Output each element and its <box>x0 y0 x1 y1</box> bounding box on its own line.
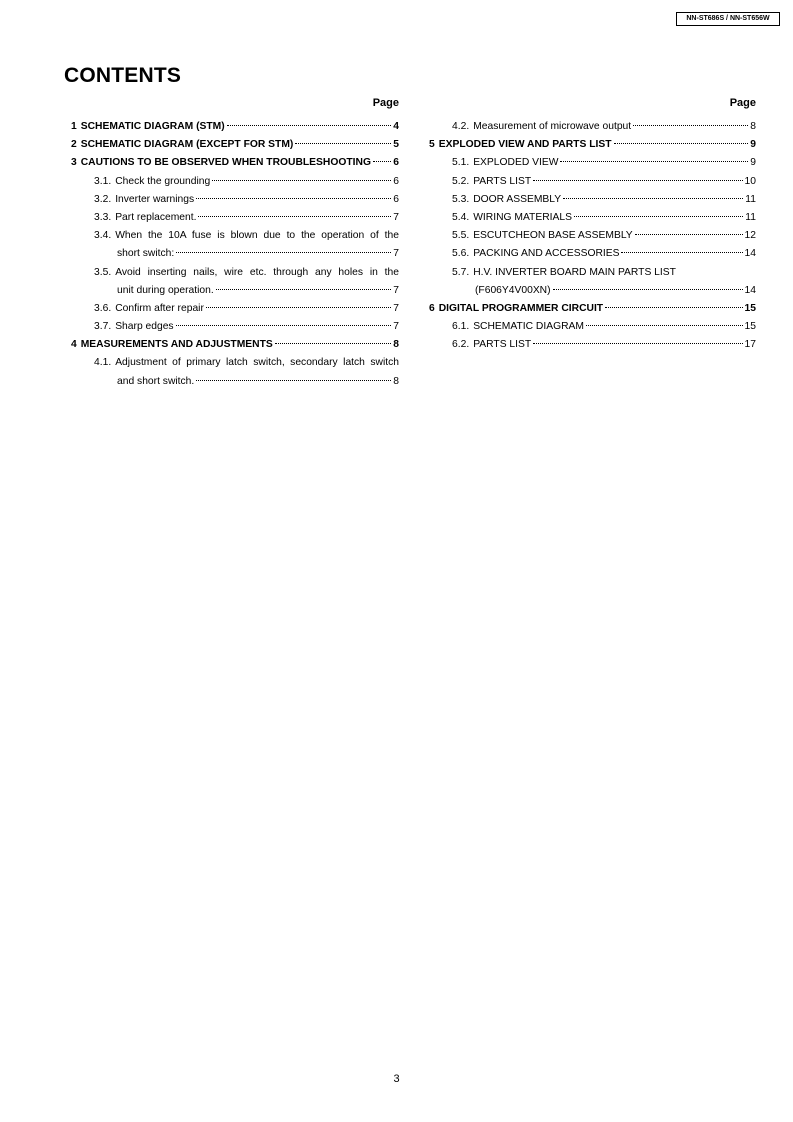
toc-entry-number: 5.1. <box>452 157 470 169</box>
toc-entry-4-2[interactable] <box>429 118 756 136</box>
toc-entry-page: 4 <box>393 121 399 132</box>
toc-entry-number: 5.7. <box>452 266 470 278</box>
toc-entry-page: 6 <box>393 175 399 187</box>
dot-leader <box>633 125 748 126</box>
toc-entry-number: 5.3. <box>452 193 470 205</box>
toc-entry-page: 6 <box>393 193 399 205</box>
toc-entry-page: 11 <box>745 193 756 205</box>
toc-entry-text: EXPLODED VIEW <box>473 157 559 169</box>
toc-entry-text: MEASUREMENTS AND ADJUSTMENTS <box>80 339 273 351</box>
toc-entry-page: 7 <box>393 302 399 314</box>
dot-leader <box>275 343 392 344</box>
toc-entry-text: When the 10A fuse is blown due to the operation of the <box>115 230 399 242</box>
toc-entry-number: 3.6. <box>94 302 112 314</box>
toc-entry-page: 7 <box>393 321 399 333</box>
toc-entry-number: 4.2. <box>452 121 470 132</box>
toc-entry-text-continued: unit during operation. <box>117 284 214 296</box>
toc-entry-page: 7 <box>393 211 399 223</box>
dot-leader <box>586 325 743 326</box>
toc-entry-5-2[interactable] <box>429 173 756 191</box>
dot-leader <box>295 143 391 144</box>
dot-leader <box>216 289 392 290</box>
toc-entry-5-7[interactable] <box>429 264 756 300</box>
toc-entry-text: Adjustment of primary latch switch, secondary latch switch <box>115 357 399 369</box>
toc-entry-number: 6 <box>429 302 435 314</box>
dot-leader <box>212 180 391 181</box>
toc-entry-number: 3.5. <box>94 266 112 278</box>
toc-entry-number: 5.2. <box>452 175 470 187</box>
toc-entry-3-2[interactable] <box>71 191 399 209</box>
toc-entry-number: 6.2. <box>452 339 470 351</box>
toc-entry-5-4[interactable] <box>429 209 756 227</box>
toc-entry-page: 5 <box>393 139 399 151</box>
toc-entry-page: 15 <box>744 302 756 314</box>
toc-entry-number: 3 <box>71 157 77 169</box>
page-column-header: Page <box>372 97 399 109</box>
toc-entry-text: PACKING AND ACCESSORIES <box>473 248 620 260</box>
toc-entry-text: PARTS LIST <box>473 175 532 187</box>
toc-entry-5-3[interactable] <box>429 191 756 209</box>
toc-entry-text: Part replacement. <box>115 211 197 223</box>
toc-entry-text: Avoid inserting nails, wire etc. through any holes in the <box>115 266 399 278</box>
toc-entry-page: 11 <box>745 211 756 223</box>
toc-entry-text: ESCUTCHEON BASE ASSEMBLY <box>473 230 633 242</box>
toc-entry-number: 5.5. <box>452 230 470 242</box>
dot-leader <box>614 143 749 144</box>
model-number-box: NN-ST686S / NN-ST656W <box>676 12 780 26</box>
toc-entry-text: Sharp edges <box>115 321 174 333</box>
toc-entry-text: H.V. INVERTER BOARD MAIN PARTS LIST <box>473 266 676 278</box>
toc-entry-4[interactable] <box>71 336 399 354</box>
toc-entry-number: 3.4. <box>94 230 112 242</box>
toc-entry-text: SCHEMATIC DIAGRAM (EXCEPT FOR STM) <box>80 139 294 151</box>
dot-leader <box>533 180 742 181</box>
toc-entry-number: 5 <box>429 139 435 151</box>
toc-entry-text: CAUTIONS TO BE OBSERVED WHEN TROUBLESHOOTING <box>80 157 371 169</box>
toc-entry-4-1[interactable] <box>71 354 399 390</box>
toc-entry-page: 10 <box>744 175 756 187</box>
toc-entry-text: WIRING MATERIALS <box>473 211 572 223</box>
toc-entry-page: 8 <box>393 339 399 351</box>
toc-entry-page: 8 <box>750 121 756 132</box>
toc-entry-text: Confirm after repair <box>115 302 204 314</box>
toc-entry-6-1[interactable] <box>429 318 756 336</box>
toc-entry-page: 17 <box>744 339 756 351</box>
dot-leader <box>198 216 391 217</box>
toc-entry-number: 3.7. <box>94 321 112 333</box>
toc-entry-number: 3.2. <box>94 193 112 205</box>
dot-leader <box>574 216 743 217</box>
toc-entry-text: SCHEMATIC DIAGRAM (STM) <box>80 121 225 132</box>
toc-entry-number: 3.1. <box>94 175 112 187</box>
toc-entry-number: 6.1. <box>452 321 470 333</box>
toc-entry-1[interactable] <box>71 118 399 136</box>
toc-entry-page: 9 <box>750 139 756 151</box>
toc-entry-page: 6 <box>393 157 399 169</box>
toc-entry-number: 4 <box>71 339 77 351</box>
toc-entry-3-3[interactable] <box>71 209 399 227</box>
toc-entry-3[interactable] <box>71 154 399 172</box>
toc-entry-number: 2 <box>71 139 77 151</box>
dot-leader <box>373 161 391 162</box>
toc-right-column <box>429 94 756 354</box>
dot-leader <box>635 234 743 235</box>
toc-entry-text: PARTS LIST <box>473 339 532 351</box>
toc-entry-6[interactable] <box>429 300 756 318</box>
page-number: 3 <box>393 1073 400 1085</box>
toc-entry-6-2[interactable] <box>429 336 756 354</box>
toc-entry-number: 3.3. <box>94 211 112 223</box>
toc-entry-3-7[interactable] <box>71 318 399 336</box>
toc-entry-5[interactable] <box>429 136 756 154</box>
dot-leader <box>560 161 748 162</box>
toc-entry-text: DOOR ASSEMBLY <box>473 193 562 205</box>
dot-leader <box>621 252 742 253</box>
toc-entry-page: 7 <box>393 248 399 260</box>
dot-leader <box>533 343 742 344</box>
toc-entry-text: DIGITAL PROGRAMMER CIRCUIT <box>438 302 604 314</box>
toc-left-column <box>71 94 399 391</box>
toc-entry-page: 9 <box>750 157 756 169</box>
dot-leader <box>196 198 391 199</box>
toc-entry-text: Measurement of microwave output <box>473 121 632 132</box>
dot-leader <box>176 252 391 253</box>
toc-entry-text-continued: short switch: <box>117 248 175 260</box>
toc-entry-text: SCHEMATIC DIAGRAM <box>473 321 584 333</box>
dot-leader <box>563 198 743 199</box>
toc-entry-3-1[interactable] <box>71 173 399 191</box>
dot-leader <box>605 307 742 308</box>
toc-entry-3-5[interactable] <box>71 264 399 300</box>
toc-entry-5-1[interactable] <box>429 154 756 172</box>
toc-entry-2[interactable] <box>71 136 399 154</box>
toc-entry-page: 8 <box>393 375 399 387</box>
toc-entry-page: 15 <box>744 321 756 333</box>
toc-entry-5-6[interactable] <box>429 245 756 263</box>
dot-leader <box>227 125 392 126</box>
toc-entry-number: 1 <box>71 121 77 132</box>
toc-entry-number: 5.6. <box>452 248 470 260</box>
dot-leader <box>196 380 391 381</box>
toc-entry-text: Inverter warnings <box>115 193 195 205</box>
toc-entry-number: 4.1. <box>94 357 112 369</box>
toc-entry-3-4[interactable] <box>71 227 399 263</box>
toc-entry-text-continued: and short switch. <box>117 375 195 387</box>
toc-entry-3-6[interactable] <box>71 300 399 318</box>
dot-leader <box>176 325 392 326</box>
toc-entry-page: 14 <box>744 284 756 296</box>
toc-entry-page: 14 <box>744 248 756 260</box>
toc-entry-text: Check the grounding <box>115 175 211 187</box>
page-title: CONTENTS <box>64 64 182 87</box>
dot-leader <box>206 307 391 308</box>
dot-leader <box>553 289 743 290</box>
toc-entry-number: 5.4. <box>452 211 470 223</box>
page-column-header: Page <box>729 97 756 109</box>
toc-entry-page: 7 <box>393 284 399 296</box>
toc-entry-page: 12 <box>744 230 756 242</box>
toc-entry-5-5[interactable] <box>429 227 756 245</box>
toc-entry-text: EXPLODED VIEW AND PARTS LIST <box>438 139 612 151</box>
toc-entry-text-continued: (F606Y4V00XN) <box>475 284 551 296</box>
